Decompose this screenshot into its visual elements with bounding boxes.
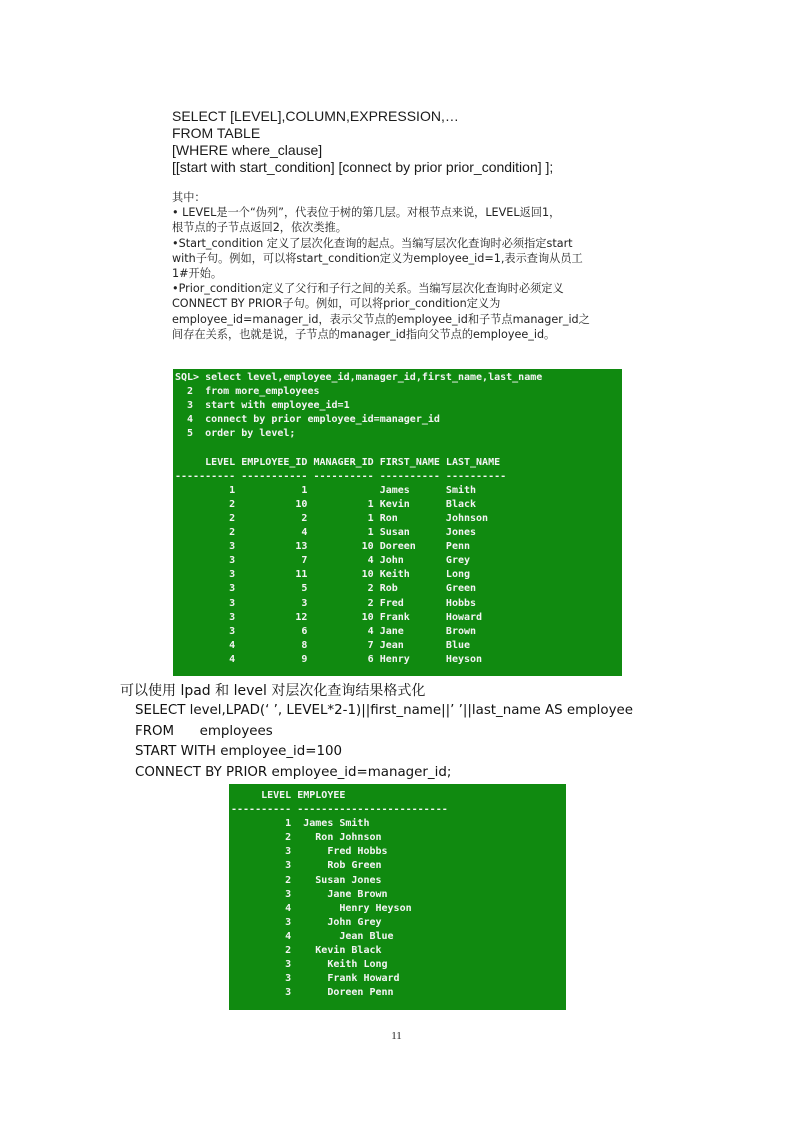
result-row: 3 John Grey bbox=[231, 916, 382, 928]
result-row: 4 Henry Heyson bbox=[231, 902, 412, 914]
result-row: 2 4 1 Susan Jones bbox=[175, 527, 477, 539]
result-row: 1 1 James Smith bbox=[175, 484, 477, 496]
terminal-blank-line bbox=[175, 441, 622, 455]
sql-line: CONNECT BY PRIOR employee_id=manager_id; bbox=[135, 764, 452, 780]
result-row: 3 7 4 John Grey bbox=[175, 555, 471, 567]
notes-line: 其中： bbox=[172, 191, 206, 204]
sql-line: FROM employees bbox=[135, 723, 273, 739]
notes-line: •Prior_condition定义了父行和子行之间的关系。当编写层次化查询时必须定义 bbox=[172, 282, 564, 296]
terminal-line: 4 connect by prior employee_id=manager_id bbox=[175, 414, 440, 426]
sqlplus-terminal-screenshot-1 bbox=[173, 369, 622, 676]
terminal-line: 2 from more_employees bbox=[175, 386, 320, 398]
notes-line: CONNECT BY PRIOR子句。例如，可以将prior_condition定义为 bbox=[172, 297, 501, 311]
notes-line: 根节点的子节点返回2，依次类推。 bbox=[172, 221, 347, 235]
result-row: 1 James Smith bbox=[231, 818, 370, 830]
explanation-notes bbox=[172, 190, 624, 342]
result-row: 3 13 10 Doreen Penn bbox=[175, 541, 471, 553]
result-row: 3 Keith Long bbox=[231, 959, 388, 971]
result-header: LEVEL EMPLOYEE_ID MANAGER_ID FIRST_NAME LAST_NAME bbox=[175, 456, 501, 468]
syntax-line: [WHERE where_clause] bbox=[172, 142, 323, 158]
result-row: 4 9 6 Henry Heyson bbox=[175, 653, 483, 665]
sql-line: START WITH employee_id=100 bbox=[135, 744, 343, 759]
notes-line: with子句。例如，可以将start_condition定义为employee_id=1,表示查询从员工 bbox=[172, 251, 583, 265]
result-row: 3 Frank Howard bbox=[231, 973, 400, 985]
result-row: 2 10 1 Kevin Black bbox=[175, 498, 477, 510]
result-rule: ---------- ----------- ---------- ---------- ---------- bbox=[175, 470, 507, 482]
result-row: 3 Doreen Penn bbox=[231, 987, 394, 999]
syntax-block bbox=[172, 108, 632, 176]
terminal-line: SQL> select level,employee_id,manager_id,first_name,last_name bbox=[175, 372, 543, 383]
result-row: 2 2 1 Ron Johnson bbox=[175, 512, 489, 524]
terminal-line: 5 order by level; bbox=[175, 428, 296, 440]
result-row: 3 Fred Hobbs bbox=[231, 846, 388, 858]
result-row: 3 Jane Brown bbox=[231, 888, 388, 900]
result-row: 3 12 10 Frank Howard bbox=[175, 611, 483, 623]
result-row: 3 3 2 Fred Hobbs bbox=[175, 597, 477, 609]
notes-line: •Start_condition 定义了层次化查询的起点。当编写层次化查询时必须指定start bbox=[172, 236, 573, 250]
sqlplus-terminal-screenshot-2 bbox=[229, 784, 566, 1010]
terminal-line: 3 start with employee_id=1 bbox=[175, 400, 350, 412]
syntax-line: SELECT [LEVEL],COLUMN,EXPRESSION,… bbox=[172, 108, 459, 124]
sql-line: SELECT level,LPAD(‘ ’, LEVEL*2-1)||first_name||’ ’||last_name AS employee bbox=[135, 703, 633, 718]
result-row: 3 Rob Green bbox=[231, 860, 382, 872]
result-row: 4 Jean Blue bbox=[231, 930, 394, 942]
result-row: 3 6 4 Jane Brown bbox=[175, 625, 477, 637]
section-caption: 可以使用 lpad 和 level 对层次化查询结果格式化 bbox=[120, 683, 426, 699]
result-row: 3 5 2 Rob Green bbox=[175, 583, 477, 595]
result-header: LEVEL EMPLOYEE bbox=[231, 790, 346, 801]
notes-line: employee_id=manager_id，表示父节点的employee_id和子节点manager_id之 bbox=[172, 312, 590, 326]
syntax-line: [[start with start_condition] [connect by prior prior_condition] ]; bbox=[172, 159, 554, 175]
result-row: 4 8 7 Jean Blue bbox=[175, 639, 471, 651]
page-number: 11 bbox=[391, 1030, 402, 1042]
result-row: 2 Susan Jones bbox=[231, 874, 382, 886]
sql-example-block bbox=[135, 701, 633, 783]
notes-line: • LEVEL是一个“伪列”，代表位于树的第几层。对根节点来说，LEVEL返回1， bbox=[172, 206, 561, 220]
result-row: 3 11 10 Keith Long bbox=[175, 569, 471, 581]
notes-line: 间存在关系，也就是说，子节点的manager_id指向父节点的employee_id。 bbox=[172, 327, 556, 341]
result-row: 2 Ron Johnson bbox=[231, 832, 382, 844]
syntax-line: FROM TABLE bbox=[172, 125, 261, 141]
result-rule: ---------- ------------------------- bbox=[231, 804, 448, 816]
notes-line: 1#开始。 bbox=[172, 267, 223, 281]
result-row: 2 Kevin Black bbox=[231, 945, 382, 957]
